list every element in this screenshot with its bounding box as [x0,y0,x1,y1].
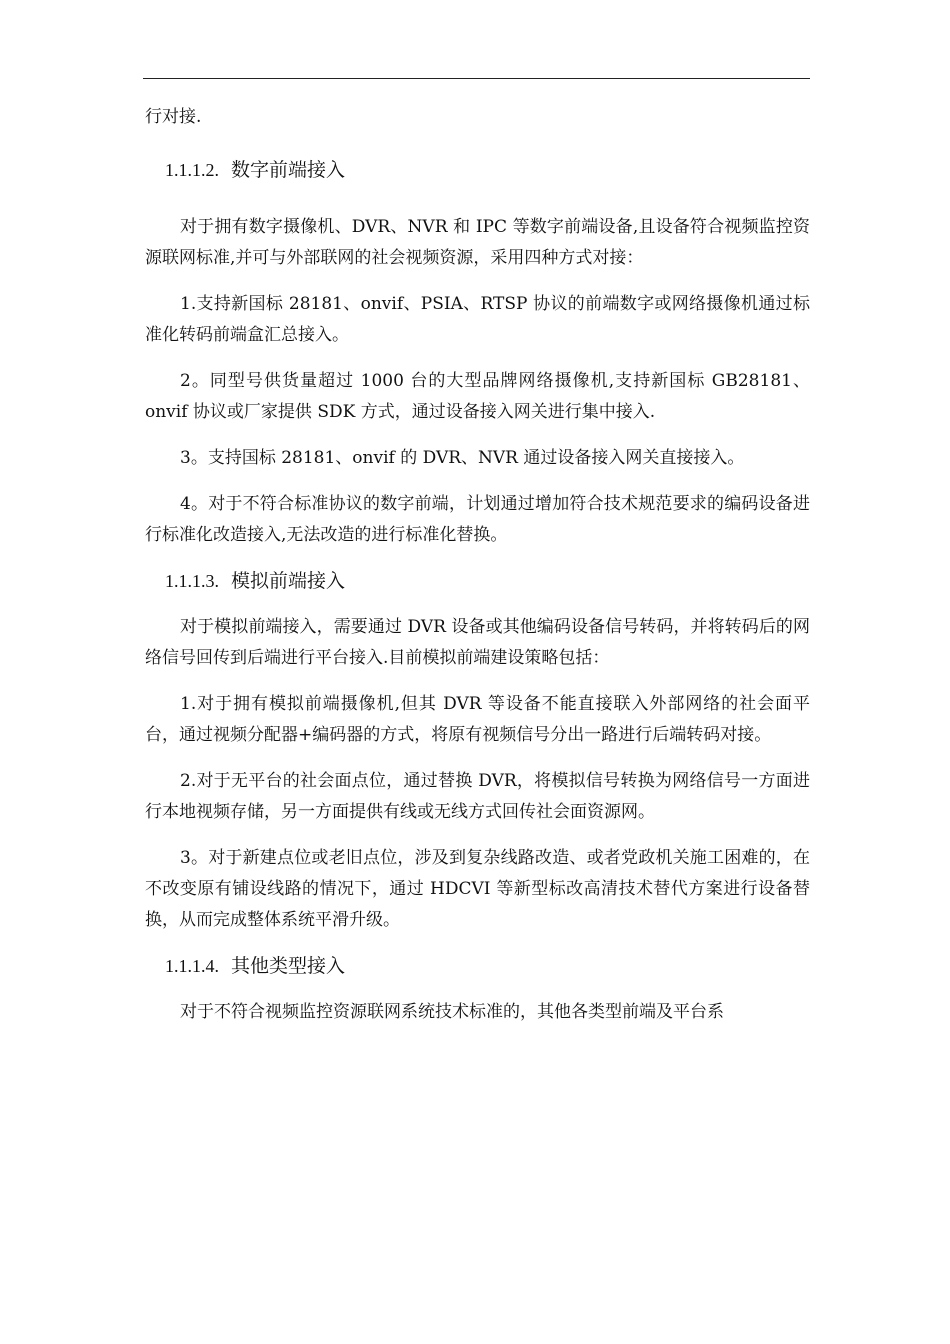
paragraph: 1.对于拥有模拟前端摄像机,但其 DVR 等设备不能直接联入外部网络的社会面平台，通过视频分配器+编码器的方式，将原有视频信号分出一路进行后端转码对接。 [145,694,810,745]
paragraph: 3。支持国标 28181、onvif 的 DVR、NVR 通过设备接入网关直接接入。 [180,448,745,468]
section-number: 1.1.1.2. [165,160,219,180]
section-heading-1-1-1-4 [145,951,810,982]
paragraph: 行对接. [145,107,202,127]
paragraph: 4。对于不符合标准协议的数字前端，计划通过增加符合技术规范要求的编码设备进行标准化改造接入,无法改造的进行标准化替换。 [145,494,810,545]
document-body [145,102,810,1028]
paragraph: 对于模拟前端接入，需要通过 DVR 设备或其他编码设备信号转码，并将转码后的网络信号回传到后端进行平台接入.目前模拟前端建设策略包括： [145,617,810,668]
header-rule [143,78,810,79]
section-title: 数字前端接入 [231,159,346,181]
paragraph: 2。同型号供货量超过 1000 台的大型品牌网络摄像机,支持新国标 GB28181、onvif 协议或厂家提供 SDK 方式，通过设备接入网关进行集中接入. [145,371,810,422]
section-title: 其他类型接入 [231,955,346,977]
section-number: 1.1.1.3. [165,571,219,591]
paragraph: 3。对于新建点位或老旧点位，涉及到复杂线路改造、或者党政机关施工困难的，在不改变原有铺设线路的情况下，通过 HDCVI 等新型标改高清技术替代方案进行设备替换，从而完成整体系统平滑升级。 [145,848,810,930]
paragraph: 对于不符合视频监控资源联网系统技术标准的，其他各类型前端及平台系 [180,1002,724,1022]
paragraph: 对于拥有数字摄像机、DVR、NVR 和 IPC 等数字前端设备,且设备符合视频监控资源联网标准,并可与外部联网的社会视频资源，采用四种方式对接： [145,217,810,268]
section-heading-1-1-1-2 [145,155,810,186]
paragraph: 1.支持新国标 28181、onvif、PSIA、RTSP 协议的前端数字或网络摄像机通过标准化转码前端盒汇总接入。 [145,294,810,345]
section-title: 模拟前端接入 [231,570,346,592]
paragraph: 2.对于无平台的社会面点位，通过替换 DVR，将模拟信号转换为网络信号一方面进行本地视频存储，另一方面提供有线或无线方式回传社会面资源网。 [145,771,810,822]
section-number: 1.1.1.4. [165,956,219,976]
section-heading-1-1-1-3 [145,566,810,597]
